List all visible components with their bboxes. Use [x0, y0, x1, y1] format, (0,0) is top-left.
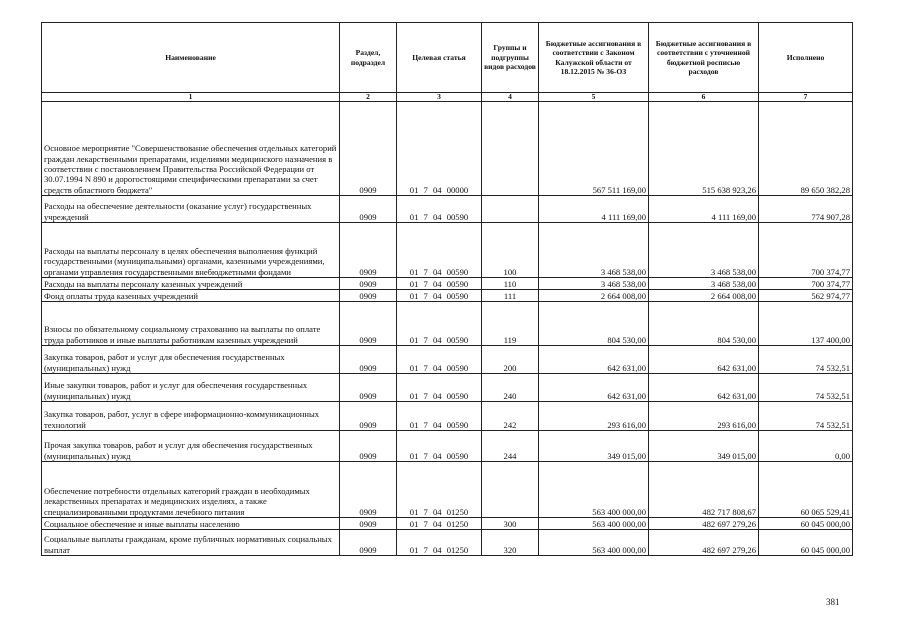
row-law-amount: 567 511 169,00: [539, 102, 649, 196]
row-refined-amount: 515 638 923,26: [649, 102, 759, 196]
row-section: 0909: [340, 102, 397, 196]
row-law-amount: 563 400 000,00: [539, 462, 649, 518]
row-executed: 700 374,77: [759, 223, 853, 278]
row-target: 01 7 04 00590: [397, 302, 482, 346]
row-group: 320: [482, 530, 539, 556]
row-section: 0909: [340, 302, 397, 346]
row-target: 01 7 04 00590: [397, 431, 482, 462]
row-target: 01 7 04 00000: [397, 102, 482, 196]
row-name: Расходы на выплаты персоналу казенных учреждений: [42, 278, 340, 290]
row-executed: 60 065 529,41: [759, 462, 853, 518]
row-group: [482, 196, 539, 223]
row-refined-amount: 2 664 008,00: [649, 290, 759, 302]
row-executed: 562 974,77: [759, 290, 853, 302]
row-executed: 60 045 000,00: [759, 518, 853, 530]
header-section: Раздел, подраздел: [340, 23, 397, 93]
row-executed: 0,00: [759, 431, 853, 462]
row-name: Взносы по обязательному социальному страхованию на выплаты по оплате труда работников и иные выплаты работникам казенных учреждений: [42, 302, 340, 346]
row-section: 0909: [340, 196, 397, 223]
row-law-amount: 2 664 008,00: [539, 290, 649, 302]
row-target: 01 7 04 01250: [397, 462, 482, 518]
row-target: 01 7 04 00590: [397, 223, 482, 278]
row-section: 0909: [340, 346, 397, 374]
row-refined-amount: 482 697 279,26: [649, 518, 759, 530]
row-target: 01 7 04 00590: [397, 278, 482, 290]
row-target: 01 7 04 00590: [397, 290, 482, 302]
row-target: 01 7 04 01250: [397, 518, 482, 530]
row-section: 0909: [340, 223, 397, 278]
row-law-amount: 642 631,00: [539, 346, 649, 374]
table-row: [42, 518, 853, 530]
row-section: 0909: [340, 431, 397, 462]
row-refined-amount: 3 468 538,00: [649, 223, 759, 278]
table-body: [42, 102, 853, 556]
row-group: 100: [482, 223, 539, 278]
column-number: 7: [759, 93, 853, 102]
header-name: Наименование: [42, 23, 340, 93]
row-target: 01 7 04 00590: [397, 374, 482, 402]
row-law-amount: 642 631,00: [539, 374, 649, 402]
row-section: 0909: [340, 462, 397, 518]
row-group: 240: [482, 374, 539, 402]
row-group: 244: [482, 431, 539, 462]
row-executed: 60 045 000,00: [759, 530, 853, 556]
row-executed: 89 650 382,28: [759, 102, 853, 196]
row-section: 0909: [340, 290, 397, 302]
budget-table: [41, 22, 853, 556]
row-section: 0909: [340, 402, 397, 431]
column-number: 3: [397, 93, 482, 102]
table-row: [42, 290, 853, 302]
row-target: 01 7 04 00590: [397, 196, 482, 223]
header-law-amount: Бюджетные ассигнования в соответствии с Законом Калужской области от 18.12.2015 № 36-ОЗ: [539, 23, 649, 93]
row-executed: 74 532,51: [759, 346, 853, 374]
row-group: 300: [482, 518, 539, 530]
column-number: 6: [649, 93, 759, 102]
row-name: Обеспечение потребности отдельных категорий граждан в необходимых лекарственных препаратах и медицинских изделиях, а также специализированными продуктами лечебного питания: [42, 462, 340, 518]
row-refined-amount: 293 616,00: [649, 402, 759, 431]
header-row: [42, 23, 853, 93]
header-executed: Исполнено: [759, 23, 853, 93]
row-target: 01 7 04 00590: [397, 346, 482, 374]
row-group: 110: [482, 278, 539, 290]
row-name: Иные закупки товаров, работ и услуг для обеспечения государственных (муниципальных) нужд: [42, 374, 340, 402]
header-refined-amount: Бюджетные ассигнования в соответствии с уточненной бюджетной росписью расходов: [649, 23, 759, 93]
row-name: Закупка товаров, работ, услуг в сфере информационно-коммуникационных технологий: [42, 402, 340, 431]
row-executed: 137 400,00: [759, 302, 853, 346]
table-row: [42, 223, 853, 278]
row-target: 01 7 04 00590: [397, 402, 482, 431]
row-law-amount: 563 400 000,00: [539, 518, 649, 530]
row-name: Расходы на обеспечение деятельности (оказание услуг) государственных учреждений: [42, 196, 340, 223]
row-law-amount: 3 468 538,00: [539, 223, 649, 278]
row-refined-amount: 3 468 538,00: [649, 278, 759, 290]
row-executed: 74 532,51: [759, 374, 853, 402]
row-name: Расходы на выплаты персоналу в целях обеспечения выполнения функций государственными (муниципальными) органами, казенными учреждениями, органами управления государственными внебюджетными фондами: [42, 223, 340, 278]
row-refined-amount: 642 631,00: [649, 346, 759, 374]
table-row: [42, 302, 853, 346]
table-row: [42, 346, 853, 374]
row-name: Фонд оплаты труда казенных учреждений: [42, 290, 340, 302]
row-group: 111: [482, 290, 539, 302]
header-group: Группы и подгруппы видов расходов: [482, 23, 539, 93]
header-target: Целевая статья: [397, 23, 482, 93]
row-name: Социальные выплаты гражданам, кроме публичных нормативных социальных выплат: [42, 530, 340, 556]
table-row: [42, 462, 853, 518]
row-section: 0909: [340, 278, 397, 290]
row-section: 0909: [340, 518, 397, 530]
table-row: [42, 102, 853, 196]
row-executed: 74 532,51: [759, 402, 853, 431]
page-number: 381: [826, 597, 840, 607]
row-refined-amount: 642 631,00: [649, 374, 759, 402]
table-row: [42, 402, 853, 431]
column-number: 1: [42, 93, 340, 102]
row-refined-amount: 482 717 808,67: [649, 462, 759, 518]
row-law-amount: 293 616,00: [539, 402, 649, 431]
row-executed: 774 907,28: [759, 196, 853, 223]
row-refined-amount: 4 111 169,00: [649, 196, 759, 223]
column-number-row: [42, 93, 853, 102]
row-law-amount: 563 400 000,00: [539, 530, 649, 556]
row-group: 200: [482, 346, 539, 374]
table-row: [42, 374, 853, 402]
row-refined-amount: 804 530,00: [649, 302, 759, 346]
row-refined-amount: 349 015,00: [649, 431, 759, 462]
row-group: [482, 102, 539, 196]
row-target: 01 7 04 01250: [397, 530, 482, 556]
row-executed: 700 374,77: [759, 278, 853, 290]
row-name: Социальное обеспечение и иные выплаты населению: [42, 518, 340, 530]
row-law-amount: 3 468 538,00: [539, 278, 649, 290]
row-law-amount: 349 015,00: [539, 431, 649, 462]
row-group: 242: [482, 402, 539, 431]
row-group: [482, 462, 539, 518]
row-name: Прочая закупка товаров, работ и услуг для обеспечения государственных (муниципальных) нужд: [42, 431, 340, 462]
row-name: Закупка товаров, работ и услуг для обеспечения государственных (муниципальных) нужд: [42, 346, 340, 374]
row-section: 0909: [340, 374, 397, 402]
table-row: [42, 431, 853, 462]
column-number: 4: [482, 93, 539, 102]
row-refined-amount: 482 697 279,26: [649, 530, 759, 556]
column-number: 2: [340, 93, 397, 102]
row-law-amount: 4 111 169,00: [539, 196, 649, 223]
row-section: 0909: [340, 530, 397, 556]
table-row: [42, 278, 853, 290]
row-law-amount: 804 530,00: [539, 302, 649, 346]
row-name: Основное мероприятие "Совершенствование обеспечения отдельных категорий граждан лекарственными препаратами, изделиями медицинского назначения в соответствии с постановлением Правительства Российской Федерации от 30.07.1994 N 890 и дорогостоящими специфическими препаратами за счет средств областного бюджета": [42, 102, 340, 196]
row-group: 119: [482, 302, 539, 346]
column-number: 5: [539, 93, 649, 102]
table-row: [42, 196, 853, 223]
table-row: [42, 530, 853, 556]
